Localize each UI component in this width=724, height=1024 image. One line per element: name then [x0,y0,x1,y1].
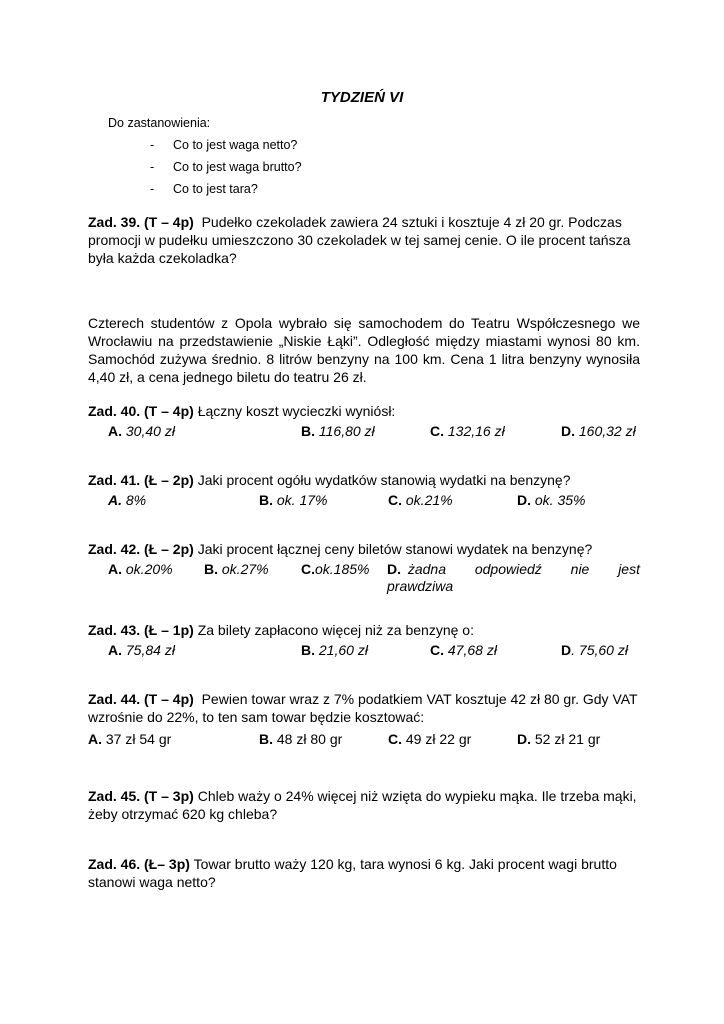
task-39 [88,213,640,267]
bullet-dash: - [150,182,155,196]
bullet-dash: - [150,138,155,152]
task-label: Zad. 41. (Ł – 2p) [88,472,194,488]
task-text: Towar brutto waży 120 kg, tara wynosi 6 kg. Jaki procent wagi brutto stanowi waga netto? [88,856,617,890]
task-46 [88,855,640,891]
answer-option: D. 75,60 zł [561,642,628,658]
reflection-item: Co to jest waga brutto? [173,160,302,174]
answer-option: D. 160,32 zł [561,423,636,439]
task-label: Zad. 39. (T – 4p) [88,214,194,230]
answer-option: C. 132,16 zł [430,423,505,439]
task-42 [88,540,640,558]
answer-option: A. ok.20% [108,561,173,577]
task-text: Łączny koszt wycieczki wyniósł: [197,403,396,419]
task-text: Jaki procent łącznej ceny biletów stanowi wydatek na benzynę? [197,541,593,557]
answer-option: B. ok.27% [204,561,269,577]
task-label: Zad. 46. (Ł– 3p) [88,856,190,872]
answer-option: B. 21,60 zł [301,642,368,658]
answer-option: D. żadna odpowiedź nie jest prawdziwa [387,561,640,594]
reflection-item: Co to jest tara? [173,182,258,196]
answer-option: A. 37 zł 54 gr [88,731,172,747]
answer-option: B. 48 zł 80 gr [259,731,343,747]
task-44 [88,690,640,726]
scenario-text: Czterech studentów z Opola wybrało się samochodem do Teatru Współczesnego we Wrocławiu na przedstawienie „Niskie Łąki”. Odległość między miastami wynosi 80 km. Samochód zużywa średnio. 8 litrów benzyny na 100 km. Cena 1 litra benzyny wynosiła 4,40 zł, a cena jednego biletu do teatru 26 zł. [88,315,640,385]
task-45 [88,787,640,823]
answer-option: D. 52 zł 21 gr [517,731,601,747]
answer-option: A. 8% [108,492,147,508]
answer-option: C. 49 zł 22 gr [388,731,472,747]
task-text: Jaki procent ogółu wydatków stanowią wydatki na benzynę? [197,472,571,488]
bullet-dash: - [150,160,155,174]
answer-option: A. 75,84 zł [108,642,175,658]
task-text: Pewien towar wraz z 7% podatkiem VAT kosztuje 42 zł 80 gr. Gdy VAT wzrośnie do 22%, to ten sam towar będzie kosztować: [88,691,638,725]
task-text: Pudełko czekoladek zawiera 24 sztuki i kosztuje 4 zł 20 gr. Podczas promocji w pudełku umieszczono 30 czekoladek w tej samej cenie. O ile procent tańsza była każda czekoladka? [88,214,631,266]
task-text: Chleb waży o 24% więcej niż wzięta do wypieku mąka. Ile trzeba mąki, żeby otrzymać 620 kg chleba? [88,788,637,822]
answer-option: A. 30,40 zł [108,423,175,439]
task-label: Zad. 44. (T – 4p) [88,691,194,707]
task-text: Za bilety zapłacono więcej niż za benzynę o: [197,622,474,638]
task-label: Zad. 42. (Ł – 2p) [88,541,194,557]
answer-option: C. 47,68 zł [430,642,497,658]
task-41 [88,471,640,489]
task-40 [88,402,640,420]
answer-option: B. ok. 17% [259,492,328,508]
reflection-item: Co to jest waga netto? [173,138,298,152]
answer-option: B. 116,80 zł [301,423,375,439]
answer-option: C.ok.185% [301,561,370,577]
task-label: Zad. 45. (T – 3p) [88,788,194,804]
reflection-heading: Do zastanowienia: [108,116,211,130]
answer-option: D. ok. 35% [517,492,586,508]
task-label: Zad. 43. (Ł – 1p) [88,622,194,638]
page-title: TYDZIEŃ VI [320,89,404,106]
task-label: Zad. 40. (T – 4p) [88,403,194,419]
answer-option: C. ok.21% [388,492,453,508]
task-43 [88,621,640,639]
